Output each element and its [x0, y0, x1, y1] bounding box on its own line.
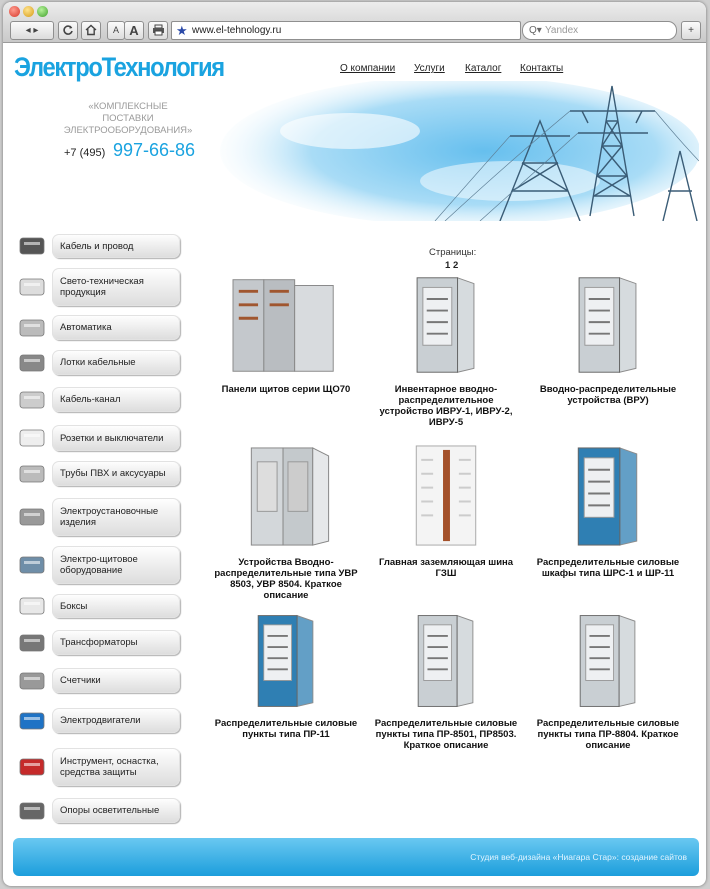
socket-icon	[16, 425, 50, 451]
page-1-link[interactable]: 1	[445, 260, 451, 271]
product-card[interactable]	[371, 610, 521, 766]
sidebar-item[interactable]	[16, 630, 182, 655]
pipe-icon	[16, 461, 50, 487]
sidebar-button[interactable]	[52, 315, 180, 340]
sidebar-button[interactable]	[52, 461, 180, 486]
product-image[interactable]	[371, 442, 521, 554]
sidebar-item[interactable]	[16, 234, 182, 258]
sidebar-item[interactable]	[16, 315, 182, 340]
sidebar-item[interactable]	[16, 798, 182, 823]
tray-icon	[16, 350, 50, 376]
reload-icon	[62, 24, 74, 36]
sidebar-item[interactable]	[16, 748, 182, 786]
product-card[interactable]	[211, 442, 361, 605]
sidebar-item[interactable]	[16, 708, 182, 733]
product-title[interactable]: Инвентарное вводно-распределительное устройство ИВРУ-1, ИВРУ-2, ИВРУ-5	[379, 384, 513, 428]
sidebar-button[interactable]	[52, 594, 180, 618]
sidebar-item-label: Электроустановочные изделия	[60, 506, 159, 528]
drill-icon	[16, 754, 50, 780]
sidebar-item-label: Трубы ПВХ и аксусуары	[60, 468, 166, 479]
product-title[interactable]: Главная заземляющая шина ГЗШ	[378, 557, 514, 579]
product-title[interactable]: Распределительные силовые пункты типа ПР-8804. Краткое описание	[536, 718, 680, 751]
home-button[interactable]	[81, 21, 101, 40]
product-card[interactable]	[211, 272, 361, 432]
sidebar-item-label: Кабель и провод	[60, 240, 134, 252]
sidebar-item[interactable]	[16, 268, 182, 306]
close-window-icon[interactable]	[9, 6, 20, 17]
sidebar-item[interactable]	[16, 461, 182, 486]
product-image[interactable]	[211, 272, 361, 381]
address-url: www.el-tehnology.ru	[192, 25, 282, 36]
sidebar-item[interactable]	[16, 594, 182, 618]
sidebar-item[interactable]	[16, 546, 182, 584]
sidebar-button[interactable]	[52, 798, 180, 823]
page-2-link[interactable]: 2	[453, 260, 459, 271]
pagination-label: Страницы:	[429, 247, 477, 258]
meter-icon	[16, 668, 50, 694]
product-card[interactable]	[371, 272, 521, 432]
sidebar-item[interactable]	[16, 668, 182, 693]
cabinet-icon	[16, 552, 50, 578]
search-engine-icon[interactable]: Q▾	[529, 25, 542, 36]
product-image[interactable]	[371, 610, 521, 715]
motor-icon	[16, 708, 50, 734]
sidebar-button[interactable]	[52, 748, 180, 786]
sidebar-button[interactable]	[52, 350, 180, 375]
sidebar-button[interactable]	[52, 708, 180, 733]
product-title[interactable]: Устройства Вводно-распределительные типа УВР 8503, УВР 8504. Краткое описание	[214, 557, 358, 601]
sidebar-item-label: Опоры осветительные	[60, 805, 160, 816]
product-card[interactable]	[211, 610, 361, 766]
page-footer	[13, 838, 699, 876]
search-placeholder: Yandex	[545, 25, 579, 36]
phone-number: 997-66-86	[113, 140, 196, 160]
sidebar-button[interactable]	[52, 425, 180, 451]
sidebar-item[interactable]	[16, 425, 182, 451]
footer-credit[interactable]: Студия веб-дизайна «Ниагара Стар»: создание сайтов	[470, 852, 687, 862]
nav-about[interactable]: О компании	[340, 63, 396, 74]
channel-icon	[16, 387, 50, 413]
cable-icon	[16, 233, 50, 259]
sidebar-item-label: Счетчики	[60, 675, 101, 686]
sidebar-item-label: Кабель-канал	[60, 394, 121, 405]
sidebar-button[interactable]	[52, 234, 180, 258]
sidebar-button[interactable]	[52, 387, 180, 412]
sidebar-item-label: Боксы	[60, 600, 88, 612]
lamp-icon	[16, 274, 50, 300]
sidebar-item-label: Лотки кабельные	[60, 357, 136, 368]
sidebar-button[interactable]	[52, 268, 180, 306]
product-image[interactable]	[211, 610, 361, 715]
product-card[interactable]	[371, 442, 521, 605]
back-forward-button[interactable]: ◂ ▸	[10, 21, 54, 40]
nav-catalog[interactable]: Каталог	[465, 63, 502, 74]
sidebar-item[interactable]	[16, 350, 182, 375]
pole-icon	[16, 798, 50, 824]
product-image[interactable]	[371, 272, 521, 381]
bookmark-star-icon[interactable]: ★	[176, 23, 188, 38]
power-line-banner	[210, 81, 699, 221]
product-image[interactable]	[533, 272, 683, 381]
product-image[interactable]	[533, 610, 683, 715]
product-image[interactable]	[533, 442, 683, 554]
sidebar-button[interactable]	[52, 630, 180, 655]
phone-prefix: +7 (495)	[64, 147, 106, 159]
reload-button[interactable]	[58, 21, 78, 40]
sidebar-item[interactable]	[16, 387, 182, 412]
sidebar-item-label: Инструмент, оснастка, средства защиты	[60, 756, 159, 778]
company-tagline: «КОМПЛЕКСНЫЕ ПОСТАВКИ ЭЛЕКТРООБОРУДОВАНИЯ»	[63, 101, 193, 136]
sidebar-item-label: Трансформаторы	[60, 637, 138, 648]
font-larger-button[interactable]: A	[124, 21, 144, 40]
product-image[interactable]	[211, 442, 361, 554]
sidebar-button[interactable]	[52, 668, 180, 693]
sidebar-item[interactable]	[16, 498, 182, 536]
product-title[interactable]: Распределительные силовые пункты типа ПР-11	[214, 718, 358, 740]
rods-icon	[16, 504, 50, 530]
site-logo[interactable]: ЭлектроТехнология	[14, 52, 224, 82]
new-tab-button[interactable]: +	[681, 21, 701, 40]
nav-services[interactable]: Услуги	[414, 63, 445, 74]
nav-contacts[interactable]: Контакты	[520, 63, 564, 74]
transformer-icon	[16, 630, 50, 656]
sidebar-item-label: Автоматика	[60, 322, 112, 333]
home-icon	[85, 24, 97, 36]
product-title[interactable]: Панели щитов серии ЩО70	[221, 384, 351, 395]
sidebar-item-label: Розетки и выключатели	[60, 432, 164, 444]
product-card[interactable]	[533, 272, 683, 432]
sidebar-button[interactable]	[52, 498, 180, 536]
breaker-icon	[16, 315, 50, 341]
address-bar[interactable]	[171, 21, 521, 40]
print-icon	[152, 24, 165, 36]
browser-toolbar	[3, 2, 706, 43]
zoom-window-icon[interactable]	[37, 6, 48, 17]
browser-window	[3, 2, 706, 886]
box-icon	[16, 593, 50, 619]
product-card[interactable]	[533, 610, 683, 766]
search-field[interactable]	[522, 21, 677, 40]
minimize-window-icon[interactable]	[23, 6, 34, 17]
product-card[interactable]	[533, 442, 683, 605]
product-title[interactable]: Распределительные силовые пункты типа ПР-8501, ПР8503. Краткое описание	[374, 718, 518, 751]
sidebar-item-label: Электродвигатели	[60, 715, 141, 726]
sidebar-item-label: Электро-щитовое оборудование	[60, 554, 138, 576]
product-title[interactable]: Распределительные силовые шкафы типа ШРС-1 и ШР-11	[536, 557, 680, 579]
sidebar-item-label: Свето-техническая продукция	[60, 276, 144, 298]
product-title[interactable]: Вводно-распределительные устройства (ВРУ)	[539, 384, 677, 406]
sidebar-button[interactable]	[52, 546, 180, 584]
print-button[interactable]	[148, 21, 168, 40]
font-smaller-button[interactable]: A	[107, 21, 125, 40]
